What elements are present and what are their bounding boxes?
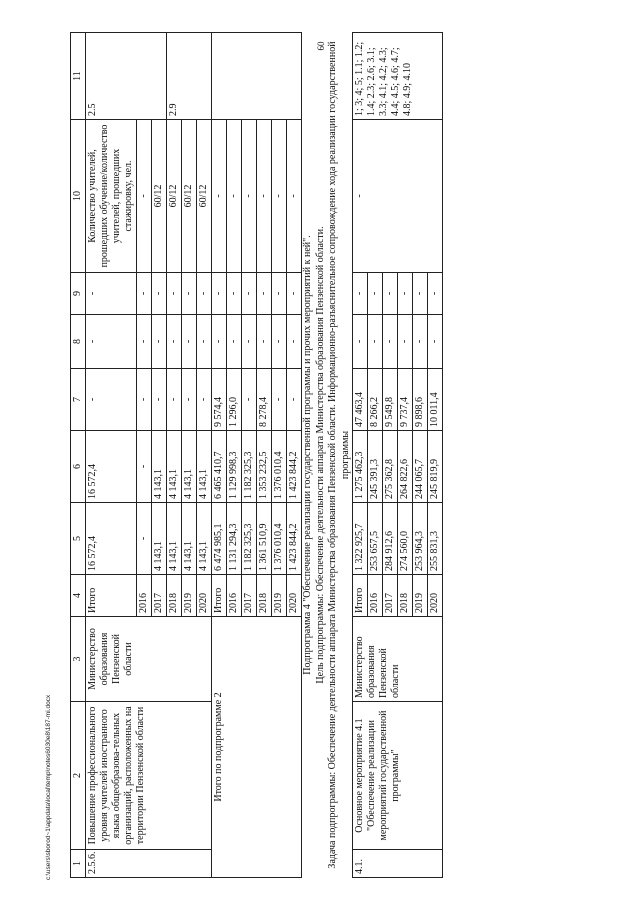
other-sources-cell: - bbox=[137, 273, 152, 315]
indicator-value: - bbox=[287, 120, 302, 273]
other-sources-cell: - bbox=[227, 273, 242, 315]
col-5-header: 5 bbox=[71, 503, 86, 575]
table-row bbox=[86, 33, 137, 878]
regional-budget-cell: 6 465 410,7 bbox=[212, 431, 227, 503]
indicator-value: - bbox=[272, 120, 287, 273]
local-budget-cell: - bbox=[272, 315, 287, 369]
total-cell: 1 322 925,7 bbox=[353, 503, 368, 575]
regional-budget-cell: 1 376 010,4 bbox=[272, 431, 287, 503]
indicator-value: - bbox=[227, 120, 242, 273]
total-cell: 4 143,1 bbox=[182, 503, 197, 575]
total-cell: 4 143,1 bbox=[197, 503, 212, 575]
total-cell: 4 143,1 bbox=[152, 503, 167, 575]
regional-budget-cell: 1 353 232,5 bbox=[257, 431, 272, 503]
other-sources-cell: - bbox=[197, 273, 212, 315]
year-cell: 2019 bbox=[182, 575, 197, 617]
total-cell: 1 361 510,9 bbox=[257, 503, 272, 575]
local-budget-cell: - bbox=[86, 315, 137, 369]
federal-budget-cell: 8 278,4 bbox=[257, 369, 272, 431]
year-cell: 2016 bbox=[137, 575, 152, 617]
file-path-footer: c:\users\sborod~1\appdata\local\temp\notes6030e8\187-mi.docx bbox=[45, 694, 52, 880]
target-link-cell bbox=[212, 33, 302, 120]
program-table bbox=[70, 32, 443, 878]
subprogram-task-row bbox=[327, 33, 353, 878]
total-cell: 1 131 294,3 bbox=[227, 503, 242, 575]
federal-budget-cell: - bbox=[197, 369, 212, 431]
local-budget-cell: - bbox=[287, 315, 302, 369]
federal-budget-cell: 8 266,2 bbox=[368, 369, 383, 431]
col-10-header: 10 bbox=[71, 120, 86, 273]
total-cell: 1 182 325,3 bbox=[242, 503, 257, 575]
year-cell: 2016 bbox=[227, 575, 242, 617]
local-budget-cell: - bbox=[227, 315, 242, 369]
year-cell: 2017 bbox=[152, 575, 167, 617]
row-number: 4.1. bbox=[353, 850, 443, 878]
local-budget-cell: - bbox=[353, 315, 368, 369]
year-cell: 2017 bbox=[242, 575, 257, 617]
year-cell: 2020 bbox=[197, 575, 212, 617]
local-budget-cell: - bbox=[428, 315, 443, 369]
regional-budget-cell: 244 065,7 bbox=[413, 431, 428, 503]
regional-budget-cell: - bbox=[137, 431, 152, 503]
indicator-value: - bbox=[257, 120, 272, 273]
indicator-name: Количество учителей, прошедших обучение/количество учителей, прошедших стажировку, чел. bbox=[86, 120, 137, 273]
col-2-header: 2 bbox=[71, 702, 86, 850]
col-8-header: 8 bbox=[71, 315, 86, 369]
federal-budget-cell: 9 574,4 bbox=[212, 369, 227, 431]
total-cell: 253 657,5 bbox=[368, 503, 383, 575]
other-sources-cell: - bbox=[353, 273, 368, 315]
total-cell: 16 572,4 bbox=[86, 503, 137, 575]
year-cell: 2020 bbox=[287, 575, 302, 617]
federal-budget-cell: - bbox=[137, 369, 152, 431]
subprogram-title-row bbox=[302, 33, 315, 878]
other-sources-cell: - bbox=[212, 273, 227, 315]
rotated-table-region bbox=[70, 33, 606, 878]
target-link-cell: 1; 3; 4; 5; 1.1; 1.2; 1.4; 2.3; 2.6; 3.1; 3.3; 4.1; 4.2; 4.3; 4.4; 4.5; 4.6; 4.7; 4.8; 4.9; 4.10 bbox=[353, 33, 443, 120]
regional-budget-cell: 4 143,1 bbox=[152, 431, 167, 503]
other-sources-cell: - bbox=[152, 273, 167, 315]
indicator-value: - bbox=[212, 120, 227, 273]
year-cell: 2018 bbox=[257, 575, 272, 617]
federal-budget-cell: 9 737,4 bbox=[398, 369, 413, 431]
local-budget-cell: - bbox=[383, 315, 398, 369]
federal-budget-cell: - bbox=[242, 369, 257, 431]
local-budget-cell: - bbox=[212, 315, 227, 369]
year-cell: 2016 bbox=[368, 575, 383, 617]
other-sources-cell: - bbox=[272, 273, 287, 315]
regional-budget-cell: 275 362,8 bbox=[383, 431, 398, 503]
col-3-header: 3 bbox=[71, 617, 86, 702]
total-cell: - bbox=[137, 503, 152, 575]
year-cell: Итого bbox=[353, 575, 368, 617]
regional-budget-cell: 1 275 462,3 bbox=[353, 431, 368, 503]
federal-budget-cell: - bbox=[287, 369, 302, 431]
local-budget-cell: - bbox=[368, 315, 383, 369]
federal-budget-cell: 1 296,0 bbox=[227, 369, 242, 431]
other-sources-cell: - bbox=[257, 273, 272, 315]
target-link-cell: 2.5 bbox=[86, 33, 167, 120]
federal-budget-cell: 10 011,4 bbox=[428, 369, 443, 431]
year-cell: Итого bbox=[86, 575, 137, 617]
regional-budget-cell: 4 143,1 bbox=[197, 431, 212, 503]
indicator-value: - bbox=[353, 120, 443, 273]
subprogram-title: Подпрограмма 4 "Обеспечение реализации государственной программы и прочих мероприятий к ней". bbox=[302, 235, 313, 675]
total-cell: 4 143,1 bbox=[167, 503, 182, 575]
subprogram-goal-row bbox=[315, 33, 328, 878]
indicator-value: 60/12 bbox=[197, 120, 212, 273]
col-9-header: 9 bbox=[71, 273, 86, 315]
other-sources-cell: - bbox=[86, 273, 137, 315]
subprogram-task: Задача подпрограммы: Обеспечение деятельности аппарата Министерства образования Пензенской области. Информационно-разъяснительное сопровождение хода реализации государственной программы bbox=[327, 33, 353, 878]
executor: Министерство образования Пензенской области bbox=[353, 617, 443, 702]
local-budget-cell: - bbox=[257, 315, 272, 369]
subprogram-goal: Цель подпрограммы: Обеспечение деятельности аппарата Министерства образования Пензенской области. bbox=[314, 226, 326, 684]
regional-budget-cell: 1 423 844,2 bbox=[287, 431, 302, 503]
indicator-value: 60/12 bbox=[152, 120, 167, 273]
column-number-row bbox=[71, 33, 86, 878]
year-cell: 2019 bbox=[272, 575, 287, 617]
regional-budget-cell: 245 819,9 bbox=[428, 431, 443, 503]
federal-budget-cell: - bbox=[182, 369, 197, 431]
other-sources-cell: - bbox=[167, 273, 182, 315]
measure-name: Повышение профессионального уровня учителей иностранного языка общеобразова-тельных организаций, расположенных на территории Пензенской области bbox=[86, 702, 212, 850]
total-cell: 6 474 985,1 bbox=[212, 503, 227, 575]
total-cell: 253 964,3 bbox=[413, 503, 428, 575]
local-budget-cell: - bbox=[152, 315, 167, 369]
indicator-value: - bbox=[242, 120, 257, 273]
col-1-header: 1 bbox=[71, 850, 86, 878]
indicator-value: 60/12 bbox=[167, 120, 182, 273]
federal-budget-cell: - bbox=[86, 369, 137, 431]
local-budget-cell: - bbox=[197, 315, 212, 369]
regional-budget-cell: 264 822,6 bbox=[398, 431, 413, 503]
row-number: 2.5.6. bbox=[86, 850, 212, 878]
table-row bbox=[353, 33, 368, 878]
page-number: 60 bbox=[316, 41, 326, 51]
year-cell: 2018 bbox=[398, 575, 413, 617]
col-6-header: 6 bbox=[71, 431, 86, 503]
target-link-cell: 2.9 bbox=[167, 33, 212, 120]
other-sources-cell: - bbox=[242, 273, 257, 315]
federal-budget-cell: - bbox=[152, 369, 167, 431]
table-row bbox=[212, 33, 227, 878]
total-cell: 1 423 844,2 bbox=[287, 503, 302, 575]
indicator-value: - bbox=[137, 120, 152, 273]
federal-budget-cell: 47 463,4 bbox=[353, 369, 368, 431]
year-cell: 2017 bbox=[383, 575, 398, 617]
federal-budget-cell: 9 898,6 bbox=[413, 369, 428, 431]
other-sources-cell: - bbox=[398, 273, 413, 315]
regional-budget-cell: 4 143,1 bbox=[182, 431, 197, 503]
regional-budget-cell: 1 129 998,3 bbox=[227, 431, 242, 503]
col-11-header: 11 bbox=[71, 33, 86, 120]
local-budget-cell: - bbox=[413, 315, 428, 369]
other-sources-cell: - bbox=[428, 273, 443, 315]
other-sources-cell: - bbox=[287, 273, 302, 315]
local-budget-cell: - bbox=[167, 315, 182, 369]
total-cell: 274 560,0 bbox=[398, 503, 413, 575]
regional-budget-cell: 1 182 325,3 bbox=[242, 431, 257, 503]
executor: Министерство образования Пензенской области bbox=[86, 617, 212, 702]
federal-budget-cell: - bbox=[272, 369, 287, 431]
other-sources-cell: - bbox=[383, 273, 398, 315]
regional-budget-cell: 245 391,3 bbox=[368, 431, 383, 503]
year-cell: 2019 bbox=[413, 575, 428, 617]
local-budget-cell: - bbox=[242, 315, 257, 369]
other-sources-cell: - bbox=[368, 273, 383, 315]
col-7-header: 7 bbox=[71, 369, 86, 431]
year-cell: 2020 bbox=[428, 575, 443, 617]
total-cell: 255 831,3 bbox=[428, 503, 443, 575]
year-cell: 2018 bbox=[167, 575, 182, 617]
total-cell: 284 912,6 bbox=[383, 503, 398, 575]
indicator-value: 60/12 bbox=[182, 120, 197, 273]
regional-budget-cell: 16 572,4 bbox=[86, 431, 137, 503]
local-budget-cell: - bbox=[137, 315, 152, 369]
col-4-header: 4 bbox=[71, 575, 86, 617]
regional-budget-cell: 4 143,1 bbox=[167, 431, 182, 503]
federal-budget-cell: - bbox=[167, 369, 182, 431]
other-sources-cell: - bbox=[182, 273, 197, 315]
federal-budget-cell: 9 549,8 bbox=[383, 369, 398, 431]
local-budget-cell: - bbox=[182, 315, 197, 369]
local-budget-cell: - bbox=[398, 315, 413, 369]
year-cell: Итого bbox=[212, 575, 227, 617]
subprogram-total-label: Итого по подпрограмме 2 bbox=[212, 617, 302, 878]
measure-name: Основное мероприятие 4.1 "Обеспечение реализации мероприятий государственной программы" bbox=[353, 702, 443, 850]
total-cell: 1 376 010,4 bbox=[272, 503, 287, 575]
other-sources-cell: - bbox=[413, 273, 428, 315]
